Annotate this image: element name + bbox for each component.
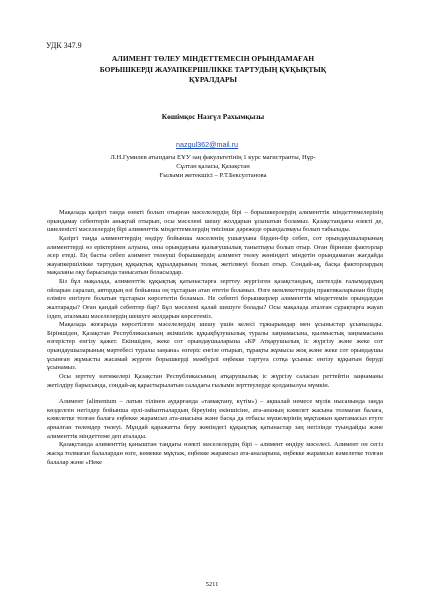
- body-paragraph: Осы зерттеу нәтижелері Қазақстан Республикасының атқарушылық іс жүргізу саласын реттейтін заңнаманы жетілдіру барысында, сондай-ақ қарастырылатын саладағы ғылыми зерттеулерде қолданылуы мүмкін.: [47, 372, 383, 389]
- body-paragraph: Қазіргі таңда алименттердің өндіру бойынша мәселенің ушығуына бірден-бір себеп, сот орындаушыларының алименттерді өз еріктерінен алуына, оны орындауына қызығушылық танытпауы болып отыр. Оған бірнеше факторлар әсер етеді. Ең басты себеп алимент төлеуші борышкердің алимент төлеу жөніндегі міндетін орындамаған жағдайда жауапкершілікке тартудың құқықтық құралдарының толық жетілмеуі болып отыр. Сондай-ақ, басқа факторлардың мақаланы оқу барысында танысатын боласыздар.: [47, 234, 383, 277]
- title-line: ҚҰРАЛДАРЫ: [188, 75, 237, 84]
- body-paragraph: Мақалада қазіргі таңда өзекті болып отырған мәселелердің бірі – борышкерлердің алименттік міндеттемелерінің орындамау себептерін анықтай отырып, осы мәселені шешу жолдарын ұсынатын боламыз. Қазақстандағы өзекті де, шиеленісті мәселелердің бірі алименттік міндеттемелердің тиісінше дәрежеде орындалмауы болып табылады.: [47, 209, 383, 234]
- udc-code: УДК 347.9: [46, 41, 82, 50]
- supervisor-line: Ғылыми жетекшісі – Р.Т.Бексултанова: [159, 172, 267, 179]
- article-body: [47, 209, 383, 467]
- author-name: Көшімқос Назгүл Рахымқызы: [161, 112, 265, 121]
- affiliation-block: [40, 153, 386, 180]
- author-email-link[interactable]: nazgul362@mail.ru: [176, 140, 239, 149]
- article-title: [40, 54, 386, 86]
- affiliation-line: Сұлтан қаласы, Қазақстан: [176, 163, 250, 170]
- body-paragraph: Қазақстанда алименттің қаныштан таңдағы өзекті мәселелердің бірі – алимент өндіру мәселесі. Алимент он сегіз жасқа толмаған балалардан өзге, көмекке мұқтаж, еңбекке жарамсыз ата-аналарына, еңбекке жарамсыз кәмелетке толған балалар және «Неке: [47, 441, 383, 466]
- body-paragraph: Алимент (alimentum – латын тілінен аударғанда «тамақтану, күтім») – ақшалай немесе мүлік нысанында заңда көзделген негіздер бойынша ерлі-зайыптылардың біреуінің екіншісіне, ата-ананың кәмелет жасына толмаған балаға, кәмелетке толған балаға еңбекке жарамсыз ата-анасына және басқа да отбасы мүшелерінің мұқтажын қамтамасыз етуге арналған төлемдер төлеуі. Мұндай қаражатты беру жөніндегі құқықтық қатынастар заң негізінде туындайды және алименттік міндеттеме деп аталады.: [47, 398, 383, 440]
- title-line: АЛИМЕНТ ТӨЛЕУ МІНДЕТТЕМЕСІН ОРЫНДАМАҒАН: [111, 54, 315, 63]
- body-paragraph: Мақалада жоғарыда көрсетілген мәселелердің шешу үшін келесі тұжырымдар мен ұсыныстар ұсынылады. Біріншіден, Қазақстан Республикасының әкімшілік құқықбұзушылық туралы заңнамасына, қылмыстық заңнамасына өзгерістер енгізу қажет. Екіншіден, жеке сот орындаушыларына «КР Атқарушылық іс жүргізу және жеке сот орындаушыларының мәртебесі туралы заңына» өзгеріс енгізе отырып, тұрақты жұмысы жоқ және жеке сот орындаушы ұсынған жұмысты жасамай жүрген борышкерді мәжбүрлі еңбекке тартуға сотқа ұсыныс енгізу құқығын беруді ұсынамыз.: [47, 321, 383, 372]
- title-line: БОРЫШКЕРДІ ЖАУАПКЕРШІЛІККЕ ТАРТУДЫҢ ҚҰҚЫҚТЫҚ: [99, 64, 327, 74]
- section-gap: [47, 390, 383, 398]
- affiliation-line: Л.Н.Гумилев атындағы ЕҰУ заң факультетінің 1 курс магистранты, Нұр-: [110, 154, 316, 161]
- page-number: 5211: [205, 581, 219, 588]
- body-paragraph: Біз бұл мақалада, алименттік құқықтық қатынастарға зерттеу жүргізген қазақстандық, шетелдік ғалымдардың ойларын саралап, автордың өзі бойынша оң тұстарын атап өтетін боламыз. Өзге мемлекеттердің практикаларынан біздің еліміге енгізуге болатын тұстарын көрсететін боламыз. Не себепті борышкерлер алименттік міндеттемін орындаудан жалтарады? Оған қандай себептер бар? Бұл мәселені қалай шешуге болады? Осы мақалада аталған сұрақтарға жауап іздеп, аталмыш мәселелердің шешуге жолдарын көрсетеміз.: [47, 278, 383, 320]
